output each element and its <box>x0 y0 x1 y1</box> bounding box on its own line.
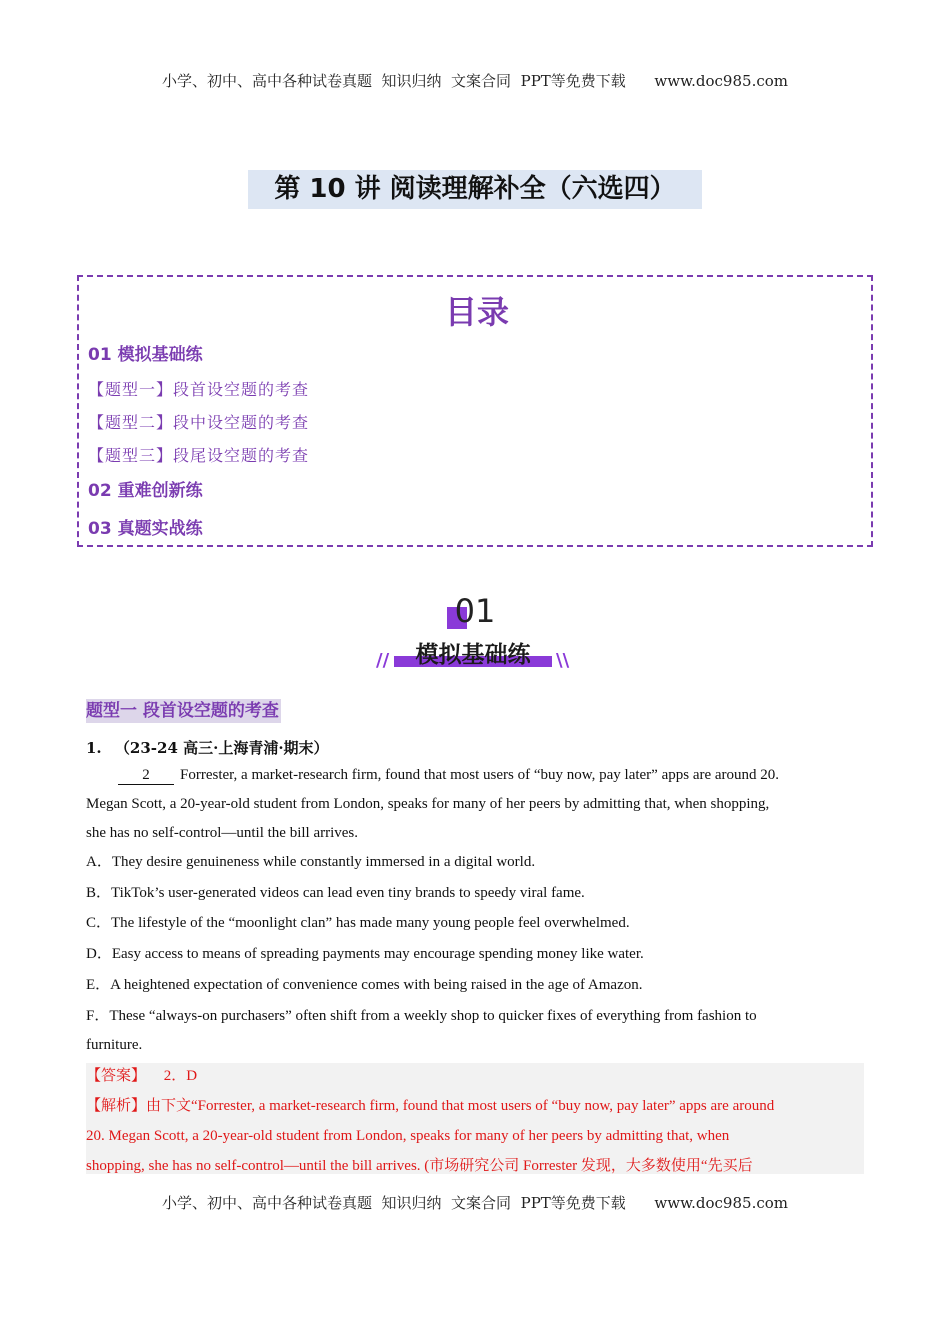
toc-item[interactable]: 01 模拟基础练 <box>88 345 203 365</box>
question-source <box>86 737 329 758</box>
question-number: 1. <box>86 739 102 757</box>
toc-item[interactable]: 【题型一】段首设空题的考查 <box>88 380 310 399</box>
passage-line: she has no self-control—until the bill arrives. <box>86 825 359 841</box>
option-d: D．Easy access to means of spreading payments may encourage spending money like water. <box>86 946 644 962</box>
analysis-text: 由下文“Forrester, a market-research firm, found that most users of “buy now, pay later” apps are around <box>146 1098 775 1114</box>
option-c: C．The lifestyle of the “moonlight clan” has made many young people feel overwhelmed. <box>86 915 630 931</box>
passage-line: Forrester, a market-research firm, found that most users of “buy now, pay later” apps are around 20. <box>180 767 780 783</box>
passage <box>86 761 866 790</box>
option-f-continued: furniture. <box>86 1037 143 1053</box>
answer-blank: 2 <box>118 766 174 785</box>
section-number: 01 <box>454 592 496 630</box>
page-footer: 小学、初中、高中各种试卷真题 知识归纳 文案合同 PPT等免费下载 www.doc985.com <box>161 1194 788 1212</box>
toc-item[interactable]: 【题型二】段中设空题的考查 <box>88 413 310 432</box>
page-header: 小学、初中、高中各种试卷真题 知识归纳 文案合同 PPT等免费下载 www.doc985.com <box>161 72 788 90</box>
analysis-line <box>86 1091 774 1121</box>
analysis-label: 【解析】 <box>86 1098 147 1114</box>
toc-item[interactable]: 02 重难创新练 <box>88 481 203 501</box>
option-e: E．A heightened expectation of convenience comes with being raised in the age of Amazon. <box>86 977 643 993</box>
analysis-text: 20. Megan Scott, a 20-year-old student from London, speaks for many of her peers by admitting that, when <box>86 1128 730 1144</box>
toc-heading: 目录 <box>444 293 509 331</box>
question-origin: （23-24 高三·上海青浦·期末） <box>114 739 329 757</box>
option-a: A．They desire genuineness while constantly immersed in a digital world. <box>86 854 536 870</box>
section-label: 模拟基础练 <box>415 642 531 668</box>
passage-line: Megan Scott, a 20-year-old student from London, speaks for many of her peers by admitting that, when shopping, <box>86 796 770 812</box>
option-b: B．TikTok’s user-generated videos can lead even tiny brands to speedy viral fame. <box>86 885 585 901</box>
document-title: 第 10 讲 阅读理解补全（六选四） <box>248 170 702 209</box>
question-type-heading: 题型一 段首设空题的考查 <box>86 701 279 721</box>
answer-line <box>86 1061 197 1091</box>
answer-value: 2．D <box>163 1068 198 1084</box>
analysis-text: shopping, she has no self-control—until the bill arrives. (市场研究公司 Forrester 发现，大多数使用“先买后 <box>86 1158 753 1174</box>
left-slash-decoration: // <box>376 650 390 671</box>
right-slash-decoration: \\ <box>556 650 570 671</box>
toc-item[interactable]: 03 真题实战练 <box>88 519 203 539</box>
answer-label: 【答案】 <box>86 1068 147 1084</box>
option-f: F．These “always-on purchasers” often shift from a weekly shop to quicker fixes of everything from fashion to <box>86 1008 757 1024</box>
table-of-contents <box>77 275 873 547</box>
toc-item[interactable]: 【题型三】段尾设空题的考查 <box>88 446 310 465</box>
